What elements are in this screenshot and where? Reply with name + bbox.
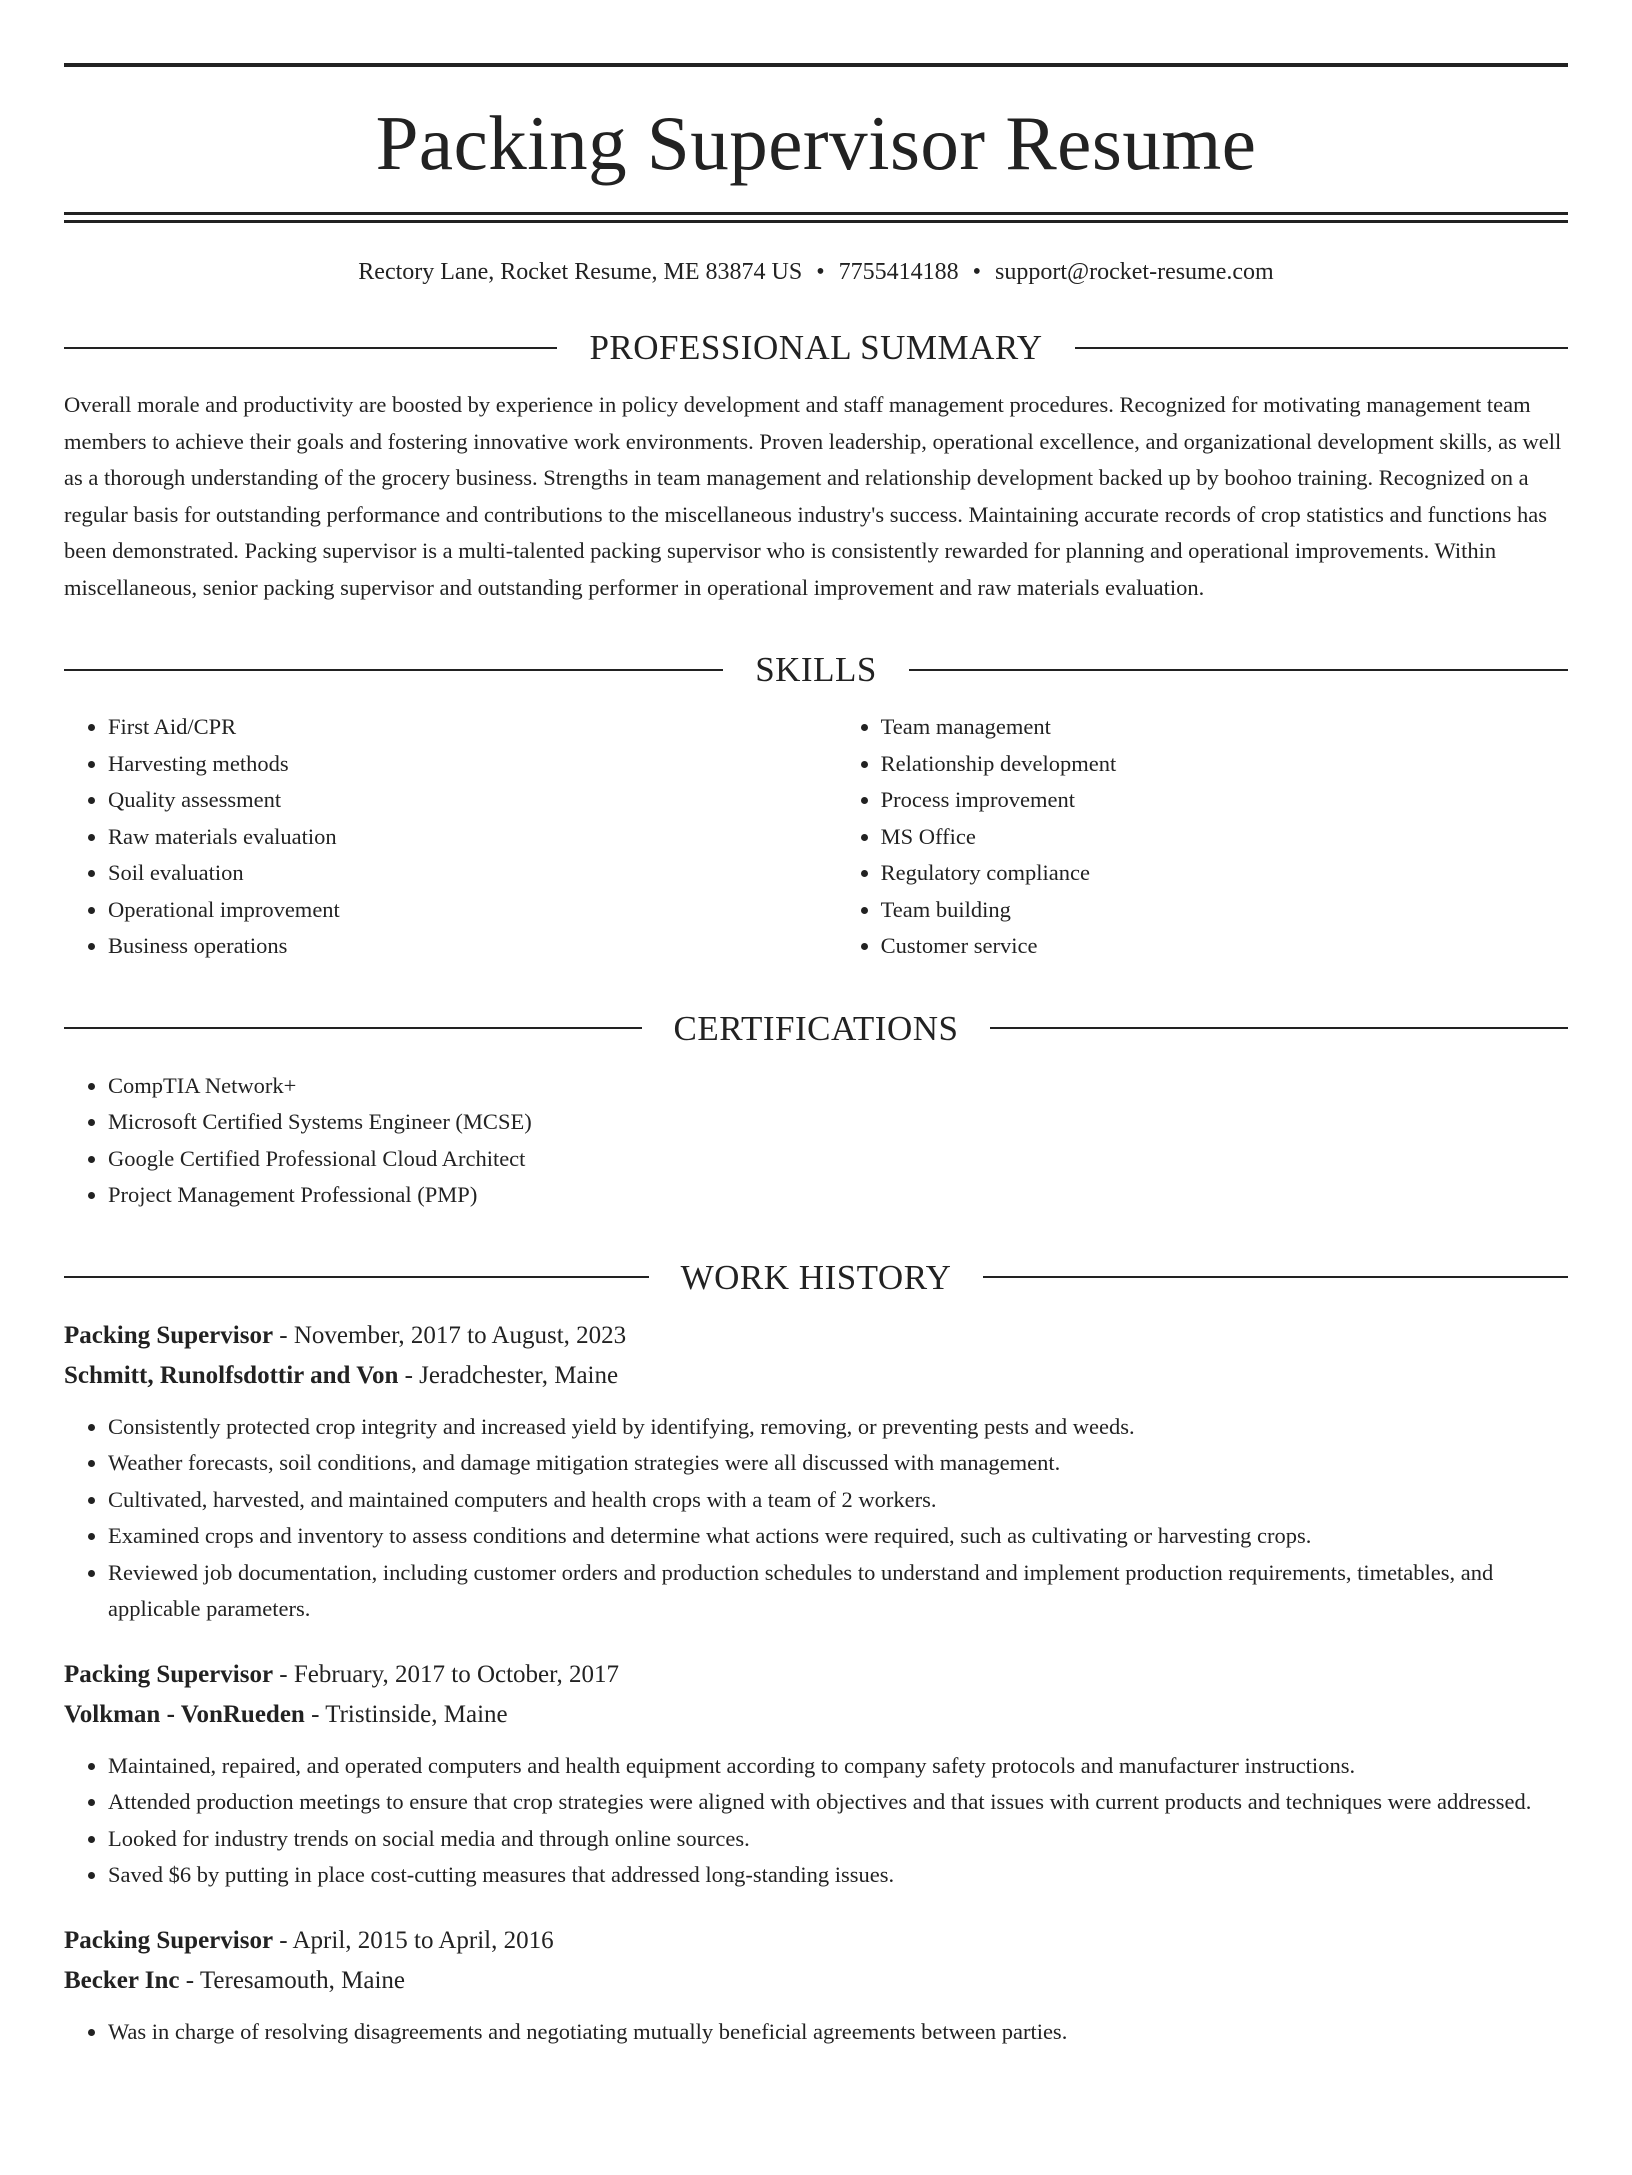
job-entry [64, 1662, 1568, 1894]
job-bullet: • Maintained, repaired, and operated computers and health equipment according to company safety protocols and manufacturer instructions. [108, 1748, 1568, 1785]
job-bullets [64, 1409, 1568, 1628]
contact-phone: 7755414188 [838, 259, 959, 285]
summary-text: Overall morale and productivity are boosted by experience in policy development and staff management procedures. Recognized for motivating management team members to achieve their goals and fostering innovative work environments. Proven leadership, operational excellence, and organizational development skills, as well as a thorough understanding of the grocery business. Strengths in team management and relationship development backed up by boohoo training. Recognized on a regular basis for outstanding performance and contributions to the miscellaneous industry's success. Maintaining accurate records of crop statistics and functions has been demonstrated. Packing supervisor is a multi-talented packing supervisor who is consistently rewarded for planning and operational improvements. Within miscellaneous, senior packing supervisor and outstanding performer in operational improvement and raw materials evaluation. [64, 392, 1562, 600]
skill-item: • Business operations [108, 928, 837, 965]
heading-rule [909, 669, 1568, 671]
skill-item: • Team building [881, 892, 1568, 929]
job-bullet: • Cultivated, harvested, and maintained computers and health crops with a team of 2 workers. [108, 1482, 1568, 1519]
summary-heading: PROFESSIONAL SUMMARY [589, 328, 1043, 367]
job-dates: - February, 2017 to October, 2017 [273, 1660, 619, 1688]
job-location: - Tristinside, Maine [304, 1700, 508, 1728]
certifications-list [64, 1068, 1568, 1214]
certification-item: • Project Management Professional (PMP) [108, 1177, 1568, 1214]
job-title-line [64, 1662, 1568, 1687]
job-location: - Teresamouth, Maine [179, 1966, 406, 1994]
section-heading-summary [64, 330, 1568, 365]
heading-rule [64, 1276, 649, 1278]
skill-item: • Process improvement [881, 782, 1568, 819]
skill-item: • Customer service [881, 928, 1568, 965]
title-double-rule [64, 212, 1568, 223]
heading-rule [64, 347, 557, 349]
skill-item: • Regulatory compliance [881, 855, 1568, 892]
job-bullet: • Weather forecasts, soil conditions, and damage mitigation strategies were all discussed with management. [108, 1445, 1568, 1482]
job-company: Schmitt, Runolfsdottir and Von [64, 1361, 399, 1389]
contact-email: support@rocket-resume.com [995, 259, 1274, 285]
top-rule [64, 63, 1568, 67]
contact-separator: • [972, 259, 982, 285]
job-company: Volkman - VonRueden [64, 1700, 305, 1728]
contact-line [64, 260, 1568, 284]
job-company: Becker Inc [64, 1966, 180, 1994]
skills-column-right [837, 709, 1568, 965]
job-location: - Jeradchester, Maine [398, 1361, 619, 1389]
page-title: Packing Supervisor Resume [375, 100, 1257, 186]
skills-column-left [64, 709, 837, 965]
skill-item: • Harvesting methods [108, 746, 837, 783]
skill-item: • Raw materials evaluation [108, 819, 837, 856]
section-heading-work-history [64, 1257, 1568, 1297]
job-dates: - November, 2017 to August, 2023 [273, 1321, 627, 1349]
job-bullet: • Saved $6 by putting in place cost-cutting measures that addressed long-standing issues. [108, 1857, 1568, 1894]
skill-item: • Quality assessment [108, 782, 837, 819]
resume-page [0, 63, 1632, 2175]
job-bullets [64, 2014, 1568, 2051]
job-entry [64, 1928, 1568, 2051]
job-bullet: • Reviewed job documentation, including customer orders and production schedules to understand and implement production requirements, timetables, and applicable parameters. [108, 1555, 1568, 1628]
certification-item: • Google Certified Professional Cloud Architect [108, 1141, 1568, 1178]
skill-item: • Soil evaluation [108, 855, 837, 892]
job-dates: - April, 2015 to April, 2016 [273, 1926, 554, 1954]
heading-rule [1075, 347, 1568, 349]
heading-rule [64, 1027, 642, 1029]
job-bullet: • Was in charge of resolving disagreements and negotiating mutually beneficial agreements between parties. [108, 2014, 1568, 2051]
section-heading-skills [64, 652, 1568, 687]
job-title-line [64, 1323, 1568, 1348]
heading-rule [64, 669, 723, 671]
certifications-heading: CERTIFICATIONS [673, 1008, 959, 1048]
job-bullet: • Consistently protected crop integrity and increased yield by identifying, removing, or preventing pests and weeds. [108, 1409, 1568, 1446]
skills-heading: SKILLS [755, 650, 877, 689]
job-bullet: • Examined crops and inventory to assess conditions and determine what actions were required, such as cultivating or harvesting crops. [108, 1518, 1568, 1555]
job-company-line [64, 1968, 1568, 1993]
heading-rule [983, 1276, 1568, 1278]
job-bullets [64, 1748, 1568, 1894]
job-entry [64, 1323, 1568, 1628]
work-history-heading: WORK HISTORY [680, 1257, 952, 1297]
job-title: Packing Supervisor [64, 1660, 274, 1688]
job-title-line [64, 1928, 1568, 1953]
skill-item: • Team management [881, 709, 1568, 746]
job-company-line [64, 1363, 1568, 1388]
skill-item: • Operational improvement [108, 892, 837, 929]
job-title: Packing Supervisor [64, 1321, 274, 1349]
certification-item: • Microsoft Certified Systems Engineer (MCSE) [108, 1104, 1568, 1141]
job-company-line [64, 1702, 1568, 1727]
skills-list [64, 709, 1568, 965]
skill-item: • MS Office [881, 819, 1568, 856]
contact-address: Rectory Lane, Rocket Resume, ME 83874 US [358, 259, 803, 285]
job-title: Packing Supervisor [64, 1926, 274, 1954]
certification-item: • CompTIA Network+ [108, 1068, 1568, 1105]
skill-item: • Relationship development [881, 746, 1568, 783]
section-heading-certifications [64, 1008, 1568, 1048]
heading-rule [990, 1027, 1568, 1029]
job-bullet: • Looked for industry trends on social media and through online sources. [108, 1821, 1568, 1858]
job-bullet: • Attended production meetings to ensure that crop strategies were aligned with objectives and that issues with current products and techniques were addressed. [108, 1784, 1568, 1821]
skill-item: • First Aid/CPR [108, 709, 837, 746]
contact-separator: • [816, 259, 825, 285]
